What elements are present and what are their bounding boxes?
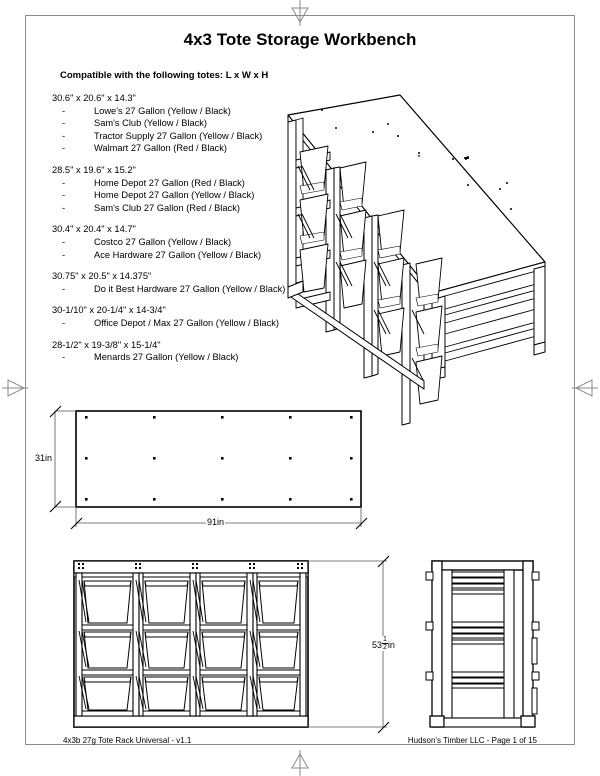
spec-group [52, 223, 342, 261]
spec-dimension: 30-1/10" x 20-1/4" x 14-3/4" [52, 305, 166, 316]
spec-bullet: - [62, 130, 66, 141]
spec-dimension: 30.4" x 20.4" x 14.7" [52, 224, 136, 235]
spec-item-label: Sam's Club (Yellow / Black) [94, 118, 208, 129]
spec-bullet: - [62, 317, 66, 328]
compatibility-heading: Compatible with the following totes: L x W x H [60, 70, 269, 81]
spec-bullet: - [62, 236, 66, 247]
registration-mark-bottom [283, 748, 317, 776]
spec-bullet: - [62, 249, 66, 260]
spec-bullet: - [62, 190, 66, 201]
top-view-width-label: 91in [207, 517, 225, 527]
spec-item [52, 142, 342, 155]
footer-left-text: 4x3b 27g Tote Rack Universal - v1.1 [63, 736, 192, 745]
spec-dimension: 28-1/2" x 19-3/8" x 15-1/4" [52, 339, 161, 350]
spec-item [52, 177, 342, 190]
spec-group [52, 339, 342, 364]
spec-item-label: Costco 27 Gallon (Yellow / Black) [94, 236, 232, 247]
spec-bullet: - [62, 105, 66, 116]
front-view-height-label [371, 636, 396, 651]
spec-item-label: Lowe's 27 Gallon (Yellow / Black) [94, 105, 231, 116]
spec-item [52, 283, 342, 296]
spec-item [52, 189, 342, 202]
spec-item [52, 249, 342, 262]
front-height-whole: 53 [372, 639, 383, 650]
tote-compatibility-list [52, 92, 342, 373]
spec-item [52, 236, 342, 249]
spec-bullet: - [62, 177, 66, 188]
spec-bullet: - [62, 283, 66, 294]
spec-item [52, 130, 342, 143]
spec-group [52, 92, 342, 155]
registration-mark-left [0, 370, 30, 406]
spec-item-label: Sam's Club 27 Gallon (Red / Black) [94, 202, 240, 213]
spec-item-label: Home Depot 27 Gallon (Red / Black) [94, 177, 245, 188]
spec-group [52, 304, 342, 329]
spec-group [52, 270, 342, 295]
spec-item-label: Ace Hardware 27 Gallon (Yellow / Black) [94, 249, 262, 260]
footer-right-text: Hudson's Timber LLC - Page 1 of 15 [407, 736, 537, 745]
spec-bullet: - [62, 118, 66, 129]
spec-item-label: Tractor Supply 27 Gallon (Yellow / Black) [94, 130, 263, 141]
registration-mark-top [283, 0, 317, 28]
spec-dimension: 28.5" x 19.6" x 15.2" [52, 164, 136, 175]
page-title: 4x3 Tote Storage Workbench [183, 30, 417, 49]
registration-mark-right [570, 370, 600, 406]
spec-item-label: Office Depot / Max 27 Gallon (Yellow / Black) [94, 317, 279, 328]
spec-item [52, 202, 342, 215]
spec-bullet: - [62, 202, 66, 213]
spec-dimension: 30.75" x 20.5" x 14.375" [52, 271, 152, 282]
spec-item-label: Home Depot 27 Gallon (Yellow / Black) [94, 190, 255, 201]
front-height-unit: in [387, 639, 395, 650]
spec-item [52, 117, 342, 130]
front-height-fraction: $\frac{1}{2}$ [383, 636, 387, 651]
spec-item-label: Menards 27 Gallon (Yellow / Black) [94, 352, 239, 363]
top-view-height-label: 31in [35, 453, 53, 463]
spec-bullet: - [62, 143, 66, 154]
spec-bullet: - [62, 352, 66, 363]
spec-item-label: Do it Best Hardware 27 Gallon (Yellow / Black) [94, 283, 286, 294]
spec-item [52, 317, 342, 330]
spec-item [52, 351, 342, 364]
spec-item [52, 105, 342, 118]
spec-dimension: 30.6" x 20.6" x 14.3" [52, 93, 136, 103]
spec-group [52, 164, 342, 214]
spec-item-label: Walmart 27 Gallon (Red / Black) [94, 143, 227, 154]
